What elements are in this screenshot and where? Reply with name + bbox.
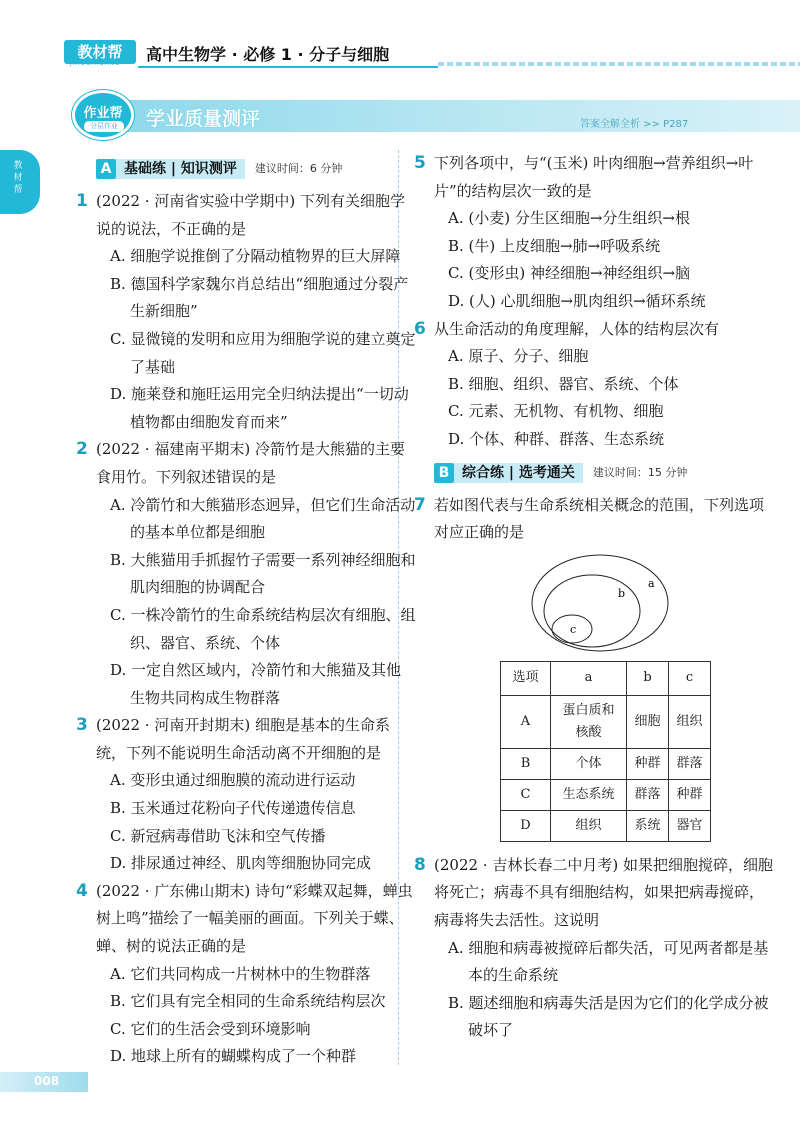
table-cell: 细胞 — [627, 695, 669, 748]
question-number: 4 — [76, 880, 88, 901]
option-a[interactable]: A. (小麦) 分生区细胞→分生组织→根 — [448, 209, 690, 228]
page-header — [0, 0, 800, 67]
option-c[interactable]: C. 它们的生活会受到环境影响 — [110, 1019, 311, 1038]
table-cell: 种群 — [627, 748, 669, 779]
venn-middle-ellipse — [544, 575, 640, 647]
page-number: 008 — [34, 1074, 60, 1088]
option-c[interactable]: C. 新冠病毒借助飞沫和空气传播 — [110, 826, 326, 845]
table-header-cell: c — [669, 661, 711, 695]
banner-title: 学业质量测评 — [146, 108, 261, 130]
table-cell: 系统 — [627, 810, 669, 841]
question-stem: (2022 · 广东佛山期末) 诗句“彩蝶双起舞，蝉虫树上鸣”描绘了一幅美丽的画面。下列关于蝶、蝉、树的说法正确的是 — [96, 881, 413, 956]
question-6 — [414, 316, 774, 454]
table-cell: 蛋白质和核酸 — [551, 695, 627, 748]
right-column — [414, 150, 774, 1045]
section-a-letter: A — [96, 159, 116, 179]
question-7 — [414, 492, 774, 842]
venn-outer-ellipse — [532, 555, 668, 651]
section-a-header — [96, 156, 416, 182]
option-a[interactable]: A. 它们共同构成一片树林中的生物群落 — [110, 964, 371, 983]
table-row[interactable] — [501, 810, 711, 841]
question-stem: 若如图代表与生命系统相关概念的范围，下列选项对应正确的是 — [434, 495, 765, 542]
venn-label-a: a — [648, 576, 655, 590]
header-divider — [138, 66, 438, 68]
option-a[interactable]: A. 变形虫通过细胞膜的流动进行运动 — [110, 771, 356, 790]
question-stem: (2022 · 河南省实验中学期中) 下列有关细胞学说的说法，不正确的是 — [96, 192, 405, 238]
question-stem: (2022 · 河南开封期末) 细胞是基本的生命系统，下列不能说明生命活动离不开细胞的是 — [96, 716, 390, 762]
option-d[interactable]: D. 排尿通过神经、肌肉等细胞协同完成 — [110, 854, 372, 873]
brand-logo: 教材帮 — [64, 40, 136, 64]
option-a[interactable]: A. 冷箭竹和大熊猫形态迥异，但它们生命活动的基本单位都是细胞 — [110, 495, 416, 542]
option-b[interactable]: B. 细胞、组织、器官、系统、个体 — [448, 374, 679, 393]
option-a[interactable]: A. 细胞和病毒被搅碎后都失活，可见两者都是基本的生命系统 — [448, 938, 769, 985]
option-d[interactable]: D. 施莱登和施旺运用完全归纳法提出“一切动植物都由细胞发育而来” — [110, 385, 409, 431]
question-number: 8 — [414, 854, 426, 875]
option-a[interactable]: A. 细胞学说推倒了分隔动植物界的巨大屏障 — [110, 247, 401, 266]
question-number: 3 — [76, 715, 88, 736]
option-b[interactable]: B. 德国科学家魏尔肖总结出“细胞通过分裂产生新细胞” — [110, 274, 409, 321]
option-b[interactable]: B. 大熊猫用手抓握竹子需要一系列神经细胞和肌肉细胞的协调配合 — [110, 550, 416, 597]
table-cell: D — [501, 810, 551, 841]
question-stem: 下列各项中，与“(玉米) 叶肉细胞→营养组织→叶片”的结构层次一致的是 — [434, 154, 754, 200]
venn-label-c: c — [570, 622, 577, 636]
left-column — [76, 150, 416, 1071]
question-number: 2 — [76, 439, 88, 460]
question-stem: (2022 · 吉林长春二中月考) 如果把细胞搅碎，细胞将死亡；病毒不具有细胞结构，如果把病毒搅碎，病毒将失去活性。这说明 — [434, 855, 773, 929]
question-number: 1 — [76, 191, 88, 211]
option-b[interactable]: B. (牛) 上皮细胞→肺→呼吸系统 — [448, 236, 661, 255]
option-c[interactable]: C. 显微镜的发明和应用为细胞学说的建立奠定了基础 — [110, 329, 416, 376]
option-d[interactable]: D. 个体、种群、群落、生态系统 — [448, 429, 665, 448]
badge-title: 作业帮 — [83, 106, 123, 121]
table-row[interactable] — [501, 748, 711, 779]
brand-subtitle: JIAOCAIBANG — [70, 60, 121, 67]
question-number: 7 — [414, 494, 426, 515]
question-8 — [414, 852, 774, 1045]
section-b-letter: B — [434, 463, 454, 483]
option-c[interactable]: C. 一株冷箭竹的生命系统结构层次有细胞、组织、器官、系统、个体 — [110, 605, 416, 652]
question-3 — [76, 712, 416, 878]
book-title: 高中生物学 · 必修 1 · 分子与细胞 — [146, 45, 390, 64]
table-cell: 群落 — [627, 779, 669, 810]
table-cell: 组织 — [551, 810, 627, 841]
question-5 — [414, 150, 774, 316]
venn-label-b: b — [618, 586, 626, 600]
question-stem: 从生命活动的角度理解，人体的结构层次有 — [434, 319, 720, 338]
question-number: 6 — [414, 318, 426, 339]
table-cell: 个体 — [551, 748, 627, 779]
question-number: 5 — [414, 153, 426, 173]
option-d[interactable]: D. 一定自然区域内，冷箭竹和大熊猫及其他生物共同构成生物群落 — [110, 661, 402, 707]
table-header-row — [501, 661, 711, 695]
question-1 — [76, 188, 416, 436]
table-cell: 群落 — [669, 748, 711, 779]
section-a-time: 建议时间：6 分钟 — [254, 162, 343, 176]
table-row[interactable] — [501, 695, 711, 748]
option-b[interactable]: B. 它们具有完全相同的生命系统结构层次 — [110, 992, 386, 1011]
table-cell: 生态系统 — [551, 779, 627, 810]
question-2 — [76, 436, 416, 712]
option-c[interactable]: C. 元素、无机物、有机物、细胞 — [448, 402, 664, 421]
section-b-time: 建议时间：15 分钟 — [592, 465, 688, 479]
table-row[interactable] — [501, 779, 711, 810]
table-cell: B — [501, 748, 551, 779]
venn-diagram — [530, 553, 670, 653]
header-decoration — [438, 62, 800, 66]
question-4 — [76, 878, 416, 1071]
question-stem: (2022 · 福建南平期末) 冷箭竹是大熊猫的主要食用竹。下列叙述错误的是 — [96, 440, 405, 486]
table-header-cell: a — [551, 661, 627, 695]
badge-subtitle: 分层作业 — [84, 121, 124, 132]
option-b[interactable]: B. 题述细胞和病毒失活是因为它们的化学成分被破坏了 — [448, 993, 769, 1040]
option-a[interactable]: A. 原子、分子、细胞 — [448, 347, 589, 366]
section-a-label: 基础练 | 知识测评 — [116, 159, 245, 179]
options-table — [500, 661, 711, 842]
table-cell: 器官 — [669, 810, 711, 841]
table-cell: 组织 — [669, 695, 711, 748]
section-b-header — [434, 460, 774, 486]
answer-reference: 答案全解全析 >> P287 — [580, 119, 689, 130]
option-c[interactable]: C. (变形虫) 神经细胞→神经组织→脑 — [448, 264, 691, 283]
table-cell: A — [501, 695, 551, 748]
option-d[interactable]: D. (人) 心肌细胞→肌肉组织→循环系统 — [448, 291, 706, 310]
option-d[interactable]: D. 地球上所有的蝴蝶构成了一个种群 — [110, 1047, 357, 1066]
option-b[interactable]: B. 玉米通过花粉向子代传递遗传信息 — [110, 799, 356, 818]
table-header-cell: 选项 — [501, 661, 551, 695]
table-cell: C — [501, 779, 551, 810]
side-tab-label: 教材帮 — [13, 161, 23, 195]
table-cell: 种群 — [669, 779, 711, 810]
table-header-cell: b — [627, 661, 669, 695]
section-b-label: 综合练 | 选考通关 — [454, 463, 583, 483]
